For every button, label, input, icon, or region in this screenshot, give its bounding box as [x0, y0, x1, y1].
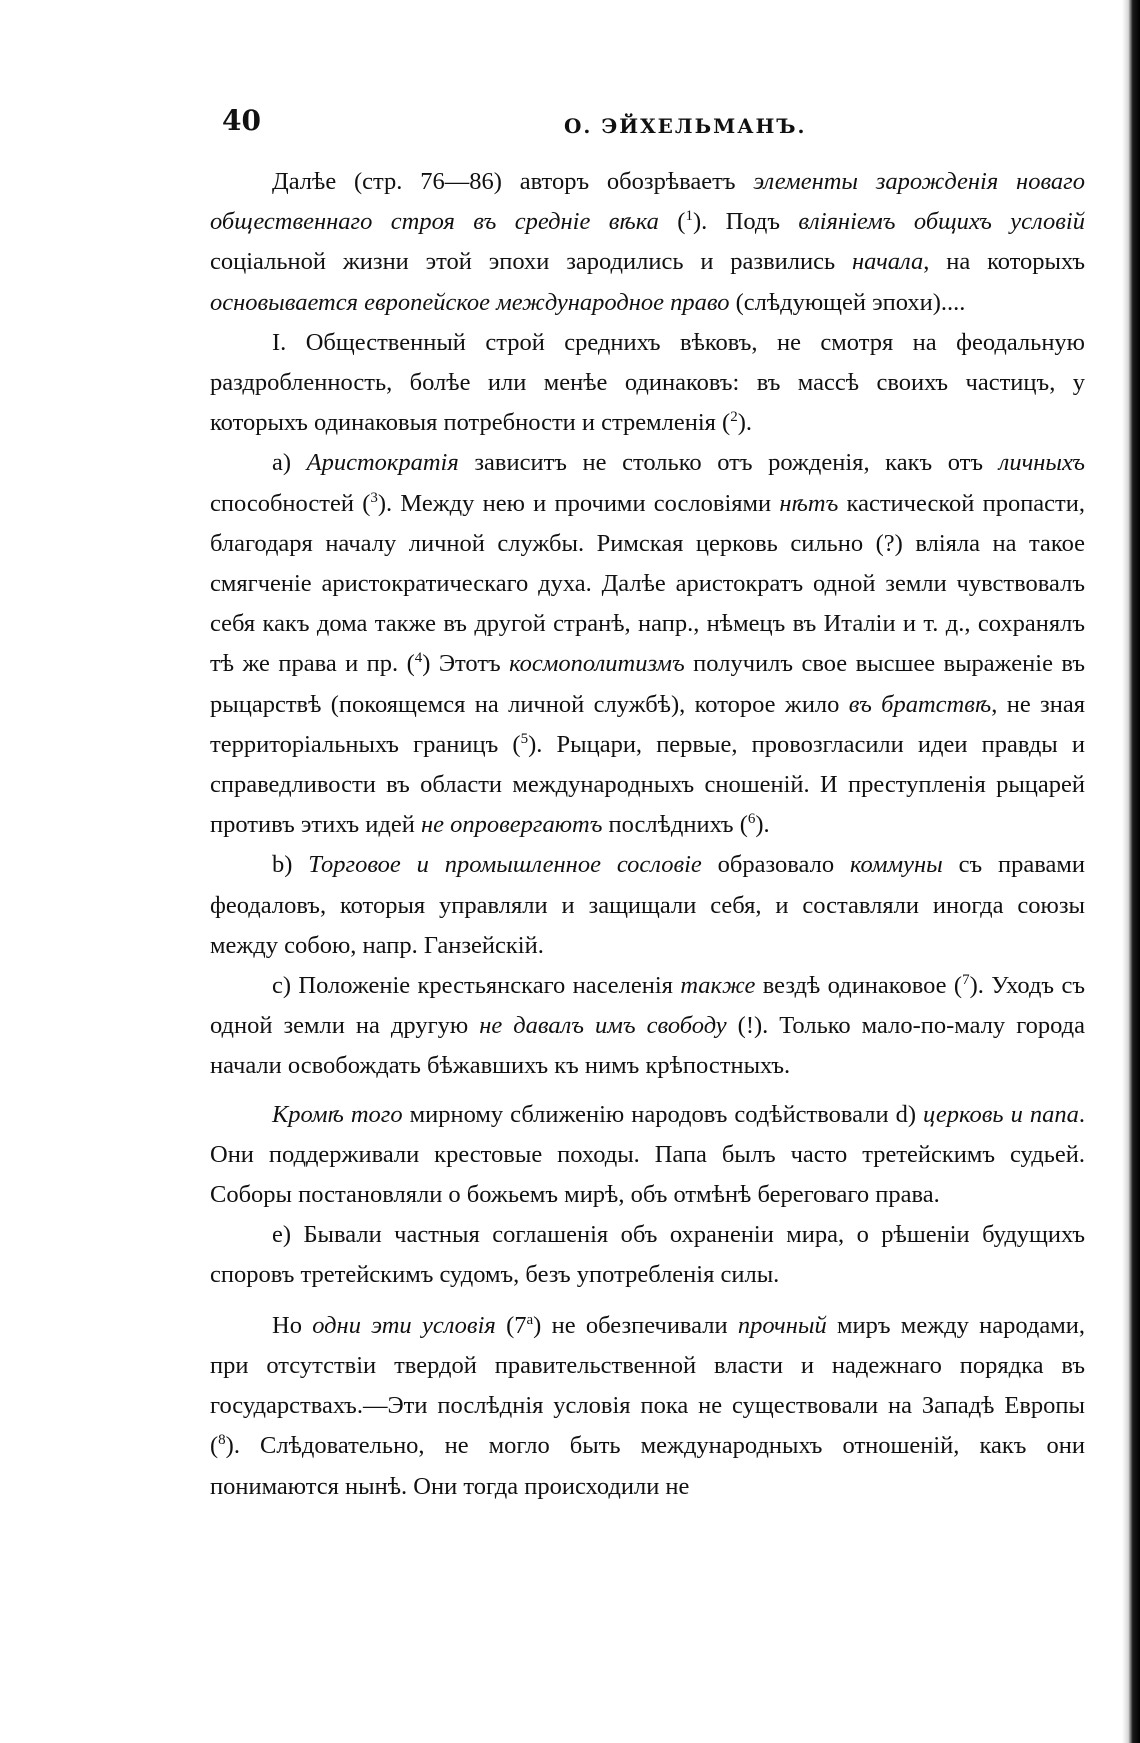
italic-span: Кромѣ того	[272, 1100, 403, 1128]
footnote-ref: 7	[962, 971, 970, 988]
italic-span: не давалъ имъ свободу	[479, 1012, 727, 1040]
text-span: образовало	[701, 851, 850, 879]
text-span: , на которыхъ	[923, 248, 1085, 276]
text-span: (7	[495, 1311, 527, 1339]
italic-span: нѣтъ	[779, 489, 839, 517]
text-span: (слѣдующей эпохи)....	[729, 288, 966, 316]
text-span: ) не обезпечивали	[533, 1311, 738, 1339]
paragraph	[210, 966, 1085, 1087]
paragraph	[210, 1215, 1085, 1295]
text-span: ) Этотъ	[422, 650, 510, 678]
italic-span: въ братствѣ	[848, 690, 992, 718]
italic-span: основывается европейское международное право	[210, 288, 730, 316]
page-header	[210, 104, 1090, 144]
italic-span: начала	[852, 248, 924, 276]
body-text	[210, 162, 1085, 1507]
italic-span: церковь и папа	[923, 1100, 1079, 1128]
text-span: ).	[737, 409, 753, 437]
text-span: ). Между нею и прочими сословіями	[377, 489, 780, 517]
italic-span: личныхъ	[998, 449, 1085, 477]
footnote-ref: 8	[218, 1432, 226, 1449]
text-span: способностей (	[210, 489, 371, 517]
text-span: Далѣе (стр. 76—86) авторъ обозрѣваетъ	[272, 168, 754, 195]
text-span: . Они поддерживали крестовые походы. Папа былъ часто третейскимъ судьей. Соборы постановляли о божьемъ мирѣ, объ отмѣнѣ береговаго права.	[210, 1100, 1085, 1209]
paragraph	[210, 1306, 1085, 1507]
italic-span: космополитизмъ	[509, 650, 685, 678]
footnote-ref: 4	[414, 650, 423, 667]
text-span: ). Уходъ съ одной земли на другую	[210, 972, 1086, 1040]
italic-span: Аристократія	[306, 449, 459, 477]
scan-border	[1122, 0, 1140, 1743]
text-span: Но	[272, 1311, 313, 1339]
footnote-ref: a	[526, 1311, 534, 1328]
text-span: b)	[272, 851, 309, 879]
italic-span: также	[680, 972, 756, 1000]
footnote-ref: 3	[370, 489, 378, 506]
paragraph	[210, 323, 1085, 444]
footnote-ref: 5	[520, 730, 529, 747]
footnote-ref: 6	[747, 811, 756, 828]
text-span: ). Слѣдовательно, не могло быть международныхъ отношеній, какъ они понимаются нынѣ. Они тогда происходили не	[210, 1432, 1085, 1500]
text-span: I. Общественный строй среднихъ вѣковъ, не смотря на феодальную раздробленность, болѣе или менѣе одинаковъ: въ массѣ своихъ частицъ, у которыхъ одинаковыя потребности и стремленія (	[210, 328, 1085, 437]
text-span: кастической пропасти, благодаря началу личной службы. Римская церковь сильно (?) вліяла на такое смягченіе аристократическаго духа. Далѣе аристократъ одной земли чувствовалъ себя какъ дома также въ другой странѣ, напр., нѣмецъ въ Италіи и т. д., сохранялъ тѣ же права и пр. (	[210, 489, 1085, 678]
italic-span: прочный	[737, 1311, 827, 1339]
paragraph	[210, 845, 1085, 966]
italic-span: коммуны	[849, 851, 943, 879]
paragraph	[210, 1095, 1085, 1216]
text-span: a)	[272, 449, 307, 477]
text-span: ). Подъ	[692, 208, 799, 236]
text-span: ).	[755, 811, 770, 839]
text-span: (	[658, 208, 686, 236]
text-span: (!). Только мало-по-малу города начали освобождать бѣжавшихъ къ нимъ крѣпостныхъ.	[210, 1012, 1086, 1080]
text-span: мирному сближенію народовъ содѣйствовали d)	[402, 1100, 924, 1128]
text-span: миръ между народами, при отсутствіи твердой правительственной власти и надежнаго порядка въ государствахъ.—Эти послѣднія условія пока не существовали на Западѣ Европы (	[210, 1311, 1085, 1460]
text-span: послѣднихъ (	[602, 811, 748, 839]
italic-span: одни эти условія	[312, 1311, 496, 1339]
text-span: , не зная территоріальныхъ границъ (	[210, 690, 1085, 758]
italic-span: Торговое и промышленное сословіе	[308, 851, 702, 879]
italic-span: вліяніемъ общихъ условій	[798, 208, 1085, 236]
text-span: e) Бывали частныя соглашенія объ охраненіи мира, о рѣшеніи будущихъ споровъ третейскимъ судомъ, безъ употребленія силы.	[210, 1221, 1085, 1289]
running-head: О. ЭЙХЕЛЬМАНЪ.	[564, 114, 807, 138]
text-span: зависитъ не столько отъ рожденія, какъ отъ	[458, 449, 999, 477]
page-number: 40	[222, 104, 261, 137]
italic-span: элементы зарожденія новаго общественнаго строя въ средніе вѣка	[210, 168, 1085, 236]
text-span: съ правами феодаловъ, которыя управляли и защищали себя, и составляли иногда союзы между собою, напр. Ганзейскій.	[210, 851, 1085, 959]
footnote-ref: 2	[730, 409, 738, 426]
footnote-ref: 1	[685, 208, 693, 225]
text-span: ). Рыцари, первые, провозгласили идеи правды и справедливости въ области международныхъ сношеній. И преступленія рыцарей противъ этихъ идей	[210, 730, 1085, 839]
italic-span: не опровергаютъ	[421, 811, 603, 839]
text-span: соціальной жизни этой эпохи зародились и развились	[210, 248, 853, 276]
text-span: c) Положеніе крестьянскаго населенія	[272, 972, 681, 1000]
paragraph	[210, 162, 1085, 323]
text-span: получилъ свое высшее выраженіе въ рыцарствѣ (покоящемся на личной службѣ), которое жило	[210, 650, 1086, 718]
text-span: вездѣ одинаковое (	[755, 972, 963, 1000]
paragraph	[210, 443, 1085, 845]
